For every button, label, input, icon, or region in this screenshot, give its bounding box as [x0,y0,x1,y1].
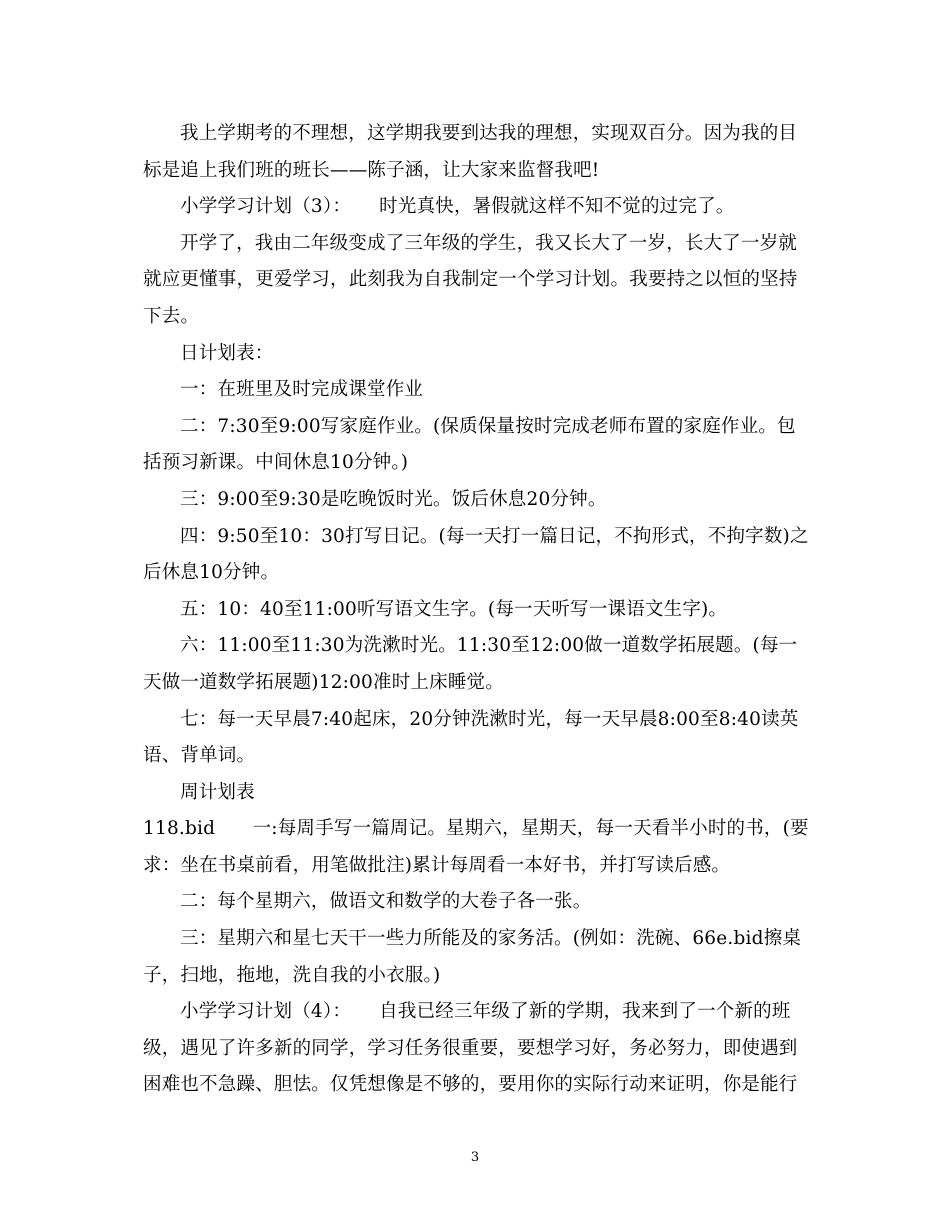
paragraph-goal: 我上学期考的不理想，这学期我要到达我的理想，实现双百分。因为我的目标是追上我们班的班长——陈子涵，让大家来监督我吧! [143,123,798,181]
daily-plan-item-2: 二：7:30至9:00写家庭作业。(保质保量按时完成老师布置的家庭作业。包括预习新课。中间休息10分钟。) [143,415,796,474]
daily-plan-item-1: 一：在班里及时完成课堂作业 [180,379,424,401]
paragraph-plan-4: 小学学习计划（4）： 自我已经三年级了新的学期，我来到了一个新的班级，遇见了许多新的同学，学习任务很重要，要想学习好，务必努力，即使遇到困难也不急躁、胆怯。仅凭想像是不够的，要用你的实际行动来证明，你是能行 [143,1001,798,1096]
daily-plan-item-5: 五：10：40至11:00听写语文生字。(每一天听写一课语文生字)。 [180,598,728,620]
daily-plan-item-4: 四：9:50至10：30打写日记。(每一天打一篇日记，不拘形式，不拘字数)之后休息10分钟。 [143,525,809,584]
daily-plan-title: 日计划表： [180,342,274,364]
weekly-plan-title: 周计划表 [180,781,255,803]
weekly-plan-item-1: 118.bid 一:每周手写一篇周记。星期六，星期天，每一天看半小时的书，(要求：坐在书桌前看，用笔做批注)累计每周看一本好书，并打写读后感。 [143,818,809,876]
document-body [143,116,811,1104]
daily-plan-item-7: 七：每一天早晨7:40起床，20分钟洗漱时光，每一天早晨8:00至8:40读英语、背单词。 [143,708,799,767]
paragraph-new-semester: 开学了，我由二年级变成了三年级的学生，我又长大了一岁，长大了一岁就就应更懂事，更爱学习，此刻我为自我制定一个学习计划。我要持之以恒的坚持下去。 [143,232,798,327]
daily-plan-item-3: 三：9:00至9:30是吃晚饭时光。饭后休息20分钟。 [180,488,607,510]
weekly-plan-item-2: 二：每个星期六，做语文和数学的大卷子各一张。 [180,891,592,913]
page-number: 3 [470,1150,480,1165]
daily-plan-item-6: 六：11:00至11:30为洗漱时光。11:30至12:00做一道数学拓展题。(每一天做一道数学拓展题)12:00准时上床睡觉。 [143,635,798,693]
weekly-plan-item-3: 三：星期六和星七天干一些力所能及的家务活。(例如：洗碗、66e.bid擦桌子，扫地，拖地，洗自我的小衣服。) [143,928,802,986]
paragraph-plan-3-heading: 小学学习计划（3）： 时光真快，暑假就这样不知不觉的过完了。 [180,196,735,218]
